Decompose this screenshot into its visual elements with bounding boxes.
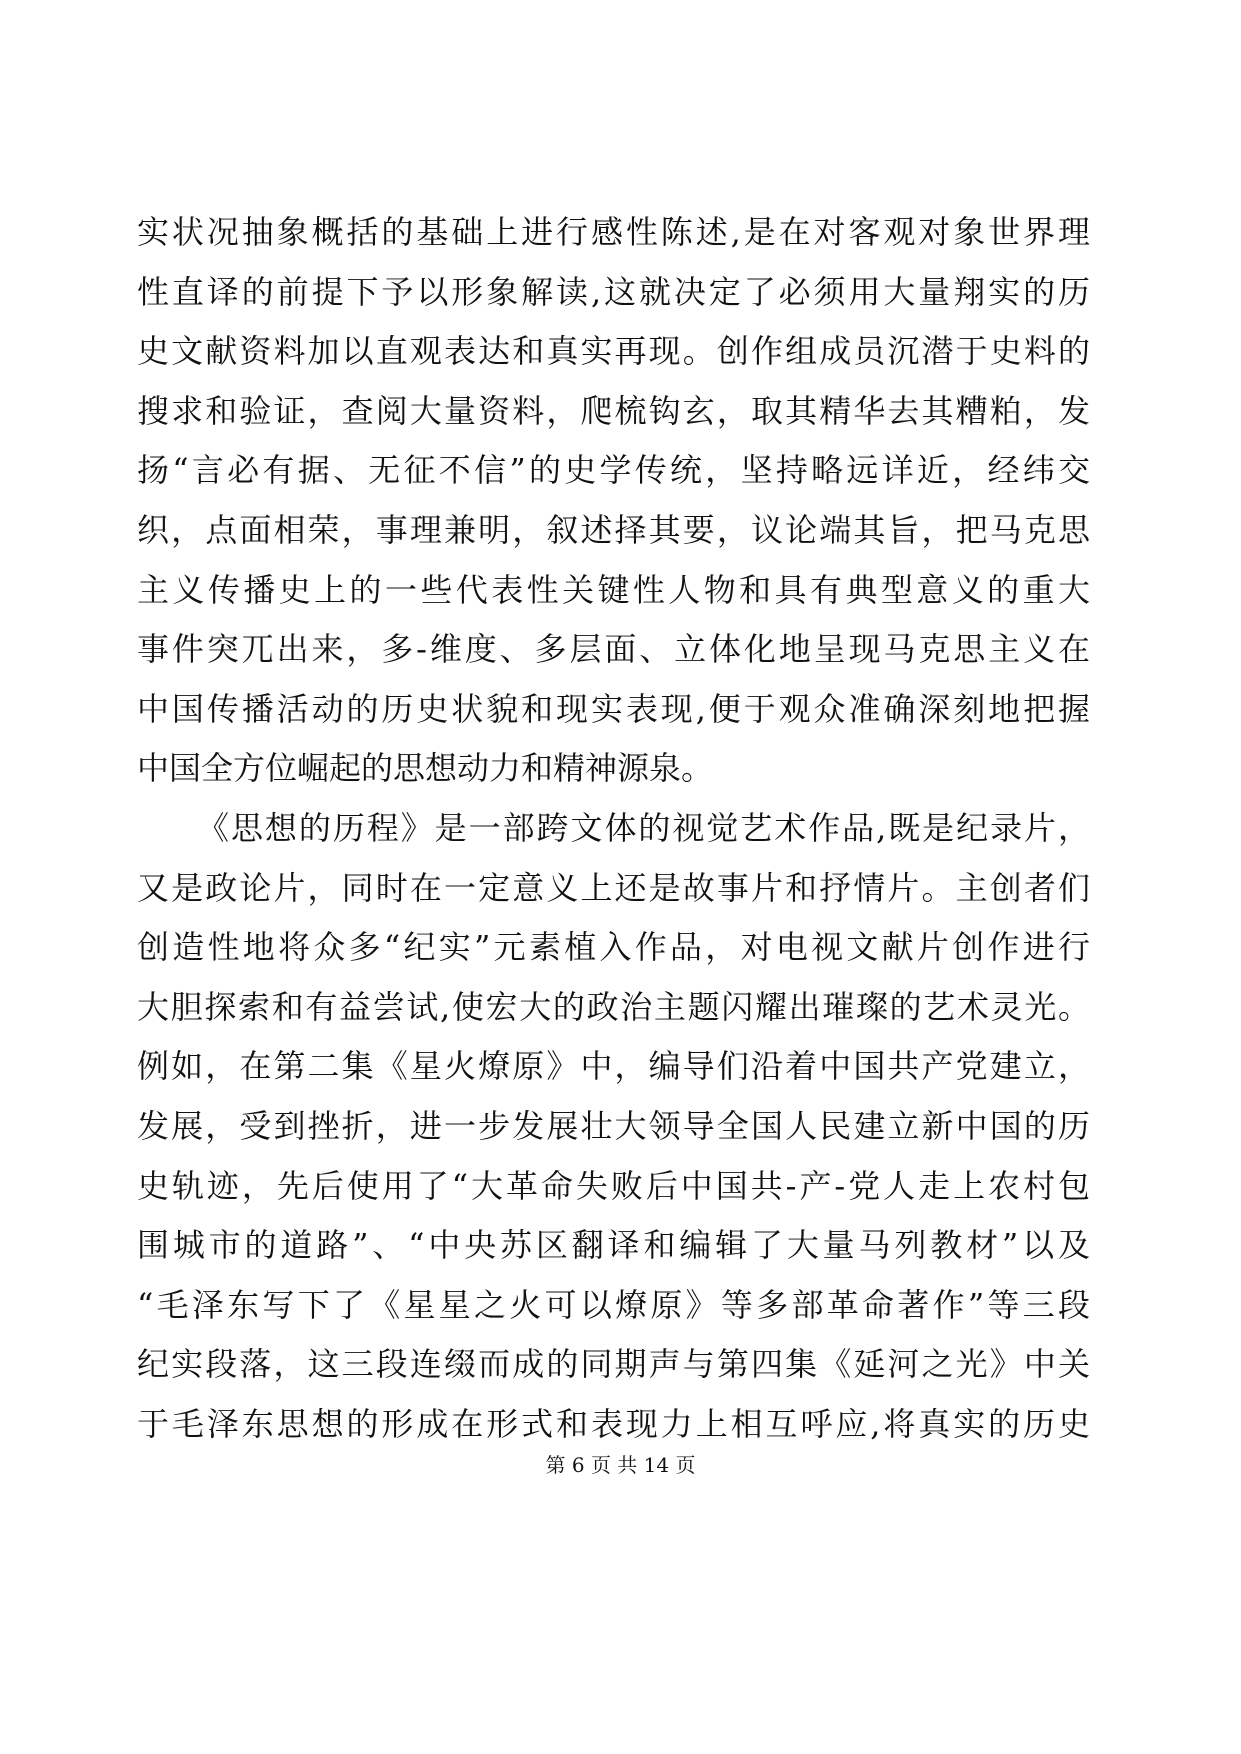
text-line: 实状况抽象概括的基础上进行感性陈述,是在对客观对象世界理 — [137, 213, 1090, 251]
text-line: 搜求和验证，查阅大量资料，爬梳钩玄，取其精华去其糟粕，发 — [137, 391, 1090, 430]
text-line: 性直译的前提下予以形象解读,这就决定了必须用大量翔实的历 — [137, 272, 1090, 311]
text-line: 中国传播活动的历史状貌和现实表现,便于观众准确深刻地把握 — [137, 689, 1090, 728]
text-line: 又是政论片，同时在一定意义上还是故事片和抒情片。主创者们 — [137, 868, 1090, 907]
text-line: 扬“言必有据、无征不信”的史学传统，坚持略远详近，经纬交 — [137, 451, 1090, 490]
text-line: 大胆探索和有益尝试,使宏大的政治主题闪耀出璀璨的艺术灵光。 — [137, 987, 1090, 1026]
text-line: 纪实段落，这三段连缀而成的同期声与第四集《延河之光》中关 — [137, 1345, 1090, 1384]
paragraph — [137, 799, 1090, 1455]
text-line: 中国全方位崛起的思想动力和精神源泉。 — [137, 749, 714, 788]
document-body — [137, 203, 1090, 1454]
text-line: 织，点面相荣，事理兼明，叙述择其要，议论端其旨，把马克思 — [137, 510, 1090, 549]
text-line: 发展，受到挫折，进一步发展壮大领导全国人民建立新中国的历 — [137, 1106, 1090, 1145]
text-line: 事件突兀出来，多-维度、多层面、立体化地呈现马克思主义在 — [137, 630, 1090, 669]
text-line: “毛泽东写下了《星星之火可以燎原》等多部革命著作”等三段 — [137, 1285, 1090, 1324]
page-footer: 第 6 页 共 14 页 — [545, 1453, 696, 1477]
text-line: 史文献资料加以直观表达和真实再现。创作组成员沉潜于史料的 — [137, 332, 1090, 371]
text-line: 史轨迹，先后使用了“大革命失败后中国共-产-党人走上农村包 — [137, 1166, 1090, 1205]
text-line: 于毛泽东思想的形成在形式和表现力上相互呼应,将真实的历史 — [137, 1404, 1090, 1443]
text-line: 《思想的历程》是一部跨文体的视觉艺术作品,既是纪录片， — [197, 808, 1090, 847]
text-line: 创造性地将众多“纪实”元素植入作品，对电视文献片创作进行 — [137, 928, 1090, 967]
text-line: 主义传播史上的一些代表性关键性人物和具有典型意义的重大 — [137, 570, 1090, 609]
paragraph — [137, 203, 1090, 799]
text-line: 围城市的道路”、“中央苏区翻译和编辑了大量马列教材”以及 — [137, 1226, 1090, 1265]
text-line: 例如，在第二集《星火燎原》中，编导们沿着中国共产党建立， — [137, 1047, 1090, 1086]
